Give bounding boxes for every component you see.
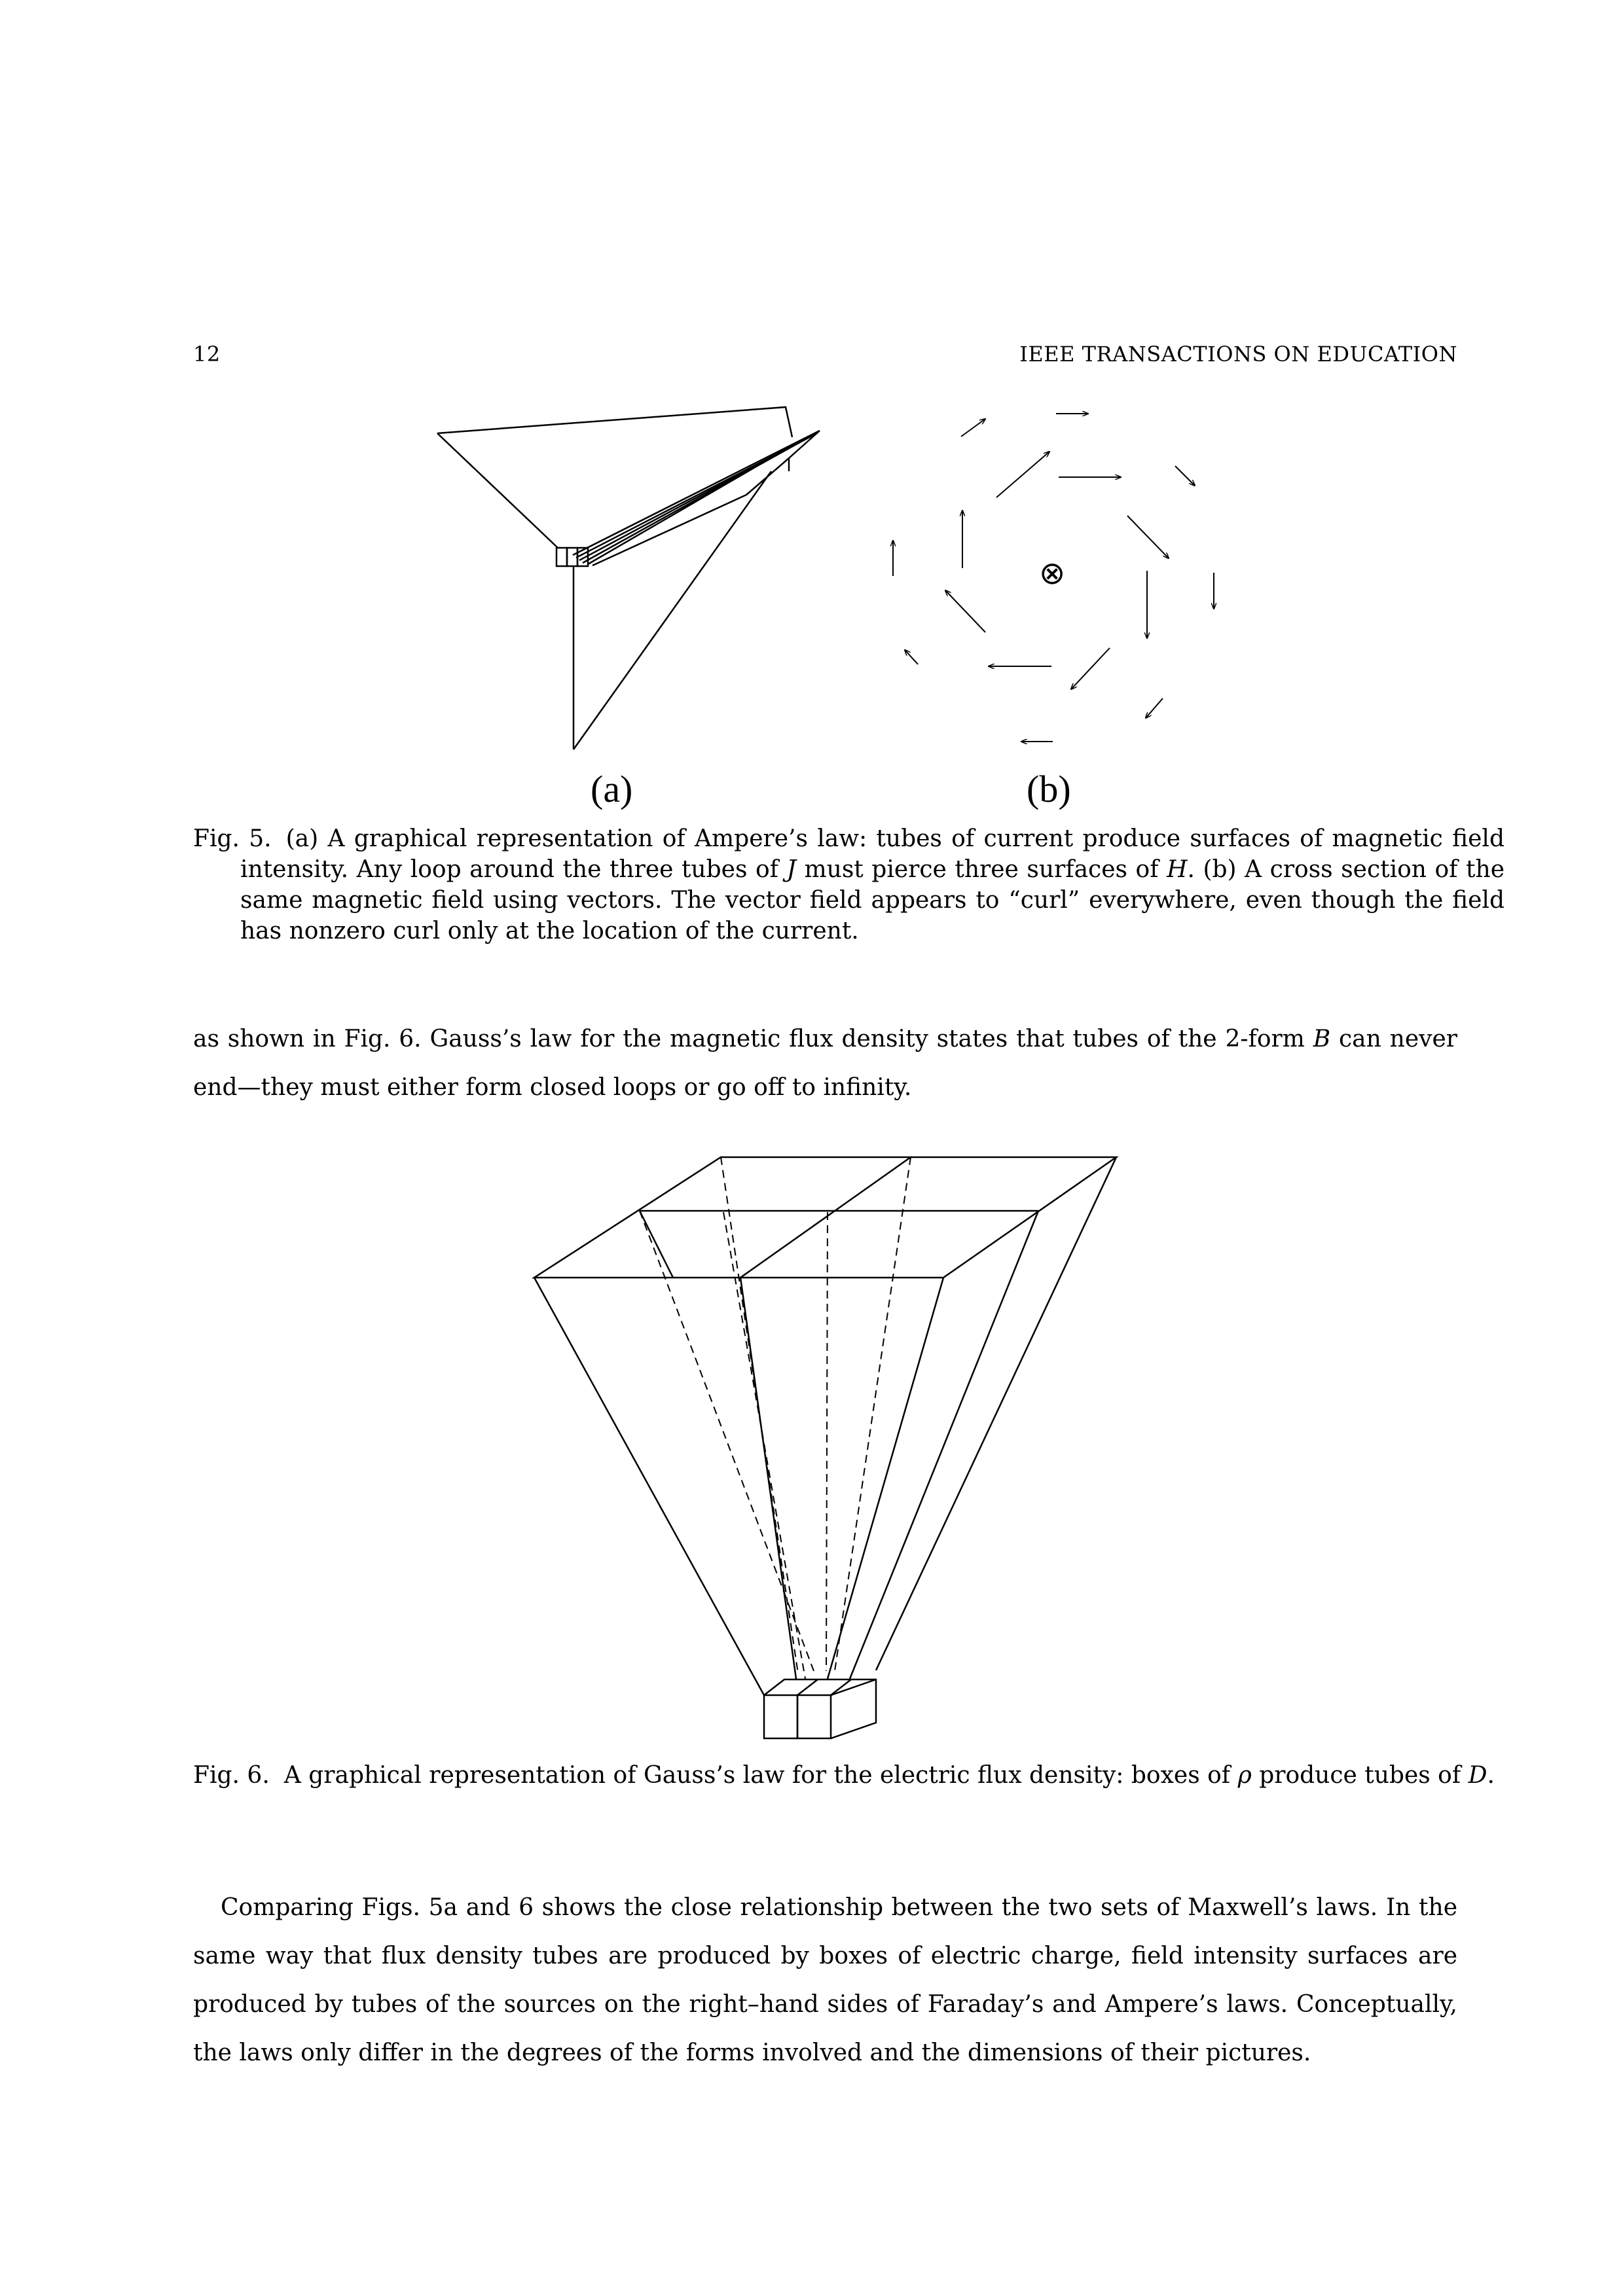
figure-6-caption bbox=[193, 1760, 1504, 1791]
variable-B: B bbox=[1313, 1026, 1331, 1052]
caption-text: . bbox=[1487, 1762, 1495, 1789]
figure-5a-label: (a) bbox=[591, 768, 633, 810]
paragraph-text: can never end—they must either form closed loops or go off to infinity. bbox=[193, 1026, 1457, 1101]
journal-title: IEEE TRANSACTIONS ON EDUCATION bbox=[1019, 342, 1457, 367]
caption-text: must pierce three surfaces of bbox=[795, 856, 1167, 883]
caption-text: (a) A graphical representation of Ampere’s law: tubes of current produce surfaces of magnetic field intensity. Any loop around the three tubes of bbox=[240, 825, 1504, 883]
paragraph-comparison: Comparing Figs. 5a and 6 shows the close relationship between the two sets of Maxwell’s laws. In the same way that flux density tubes are produced by boxes of electric charge, field intensity surfaces are produced by tubes of the sources on the right–hand sides of Faraday’s and Ampere’s laws. Conceptually, the laws only differ in the degrees of the forms involved and the dimensions of their pictures. bbox=[193, 1894, 1457, 2066]
paragraph-text: as shown in Fig. 6. Gauss’s law for the magnetic flux density states that tubes of the 2-form bbox=[193, 1026, 1313, 1052]
variable-D: D bbox=[1468, 1762, 1487, 1789]
variable-rho: ρ bbox=[1237, 1762, 1252, 1789]
variable-J: J bbox=[786, 856, 796, 883]
variable-H: H bbox=[1167, 856, 1188, 883]
page-number: 12 bbox=[193, 342, 221, 367]
caption-text: A graphical representation of Gauss’s law for the electric flux density: boxes of bbox=[283, 1762, 1238, 1789]
caption-text: . (b) A cross section of the same magnetic field using vectors. The vector field appears to “curl” everywhere, even though the field has nonzero curl only at the location of the current. bbox=[240, 856, 1505, 944]
figure-5b-label: (b) bbox=[1027, 768, 1071, 810]
figure-5-caption-label: Fig. 5. bbox=[193, 825, 272, 852]
caption-text: produce tubes of bbox=[1251, 1762, 1468, 1789]
figure-6-caption-label: Fig. 6. bbox=[193, 1762, 270, 1789]
current-into-page-icon: ⊗ bbox=[1039, 555, 1066, 592]
